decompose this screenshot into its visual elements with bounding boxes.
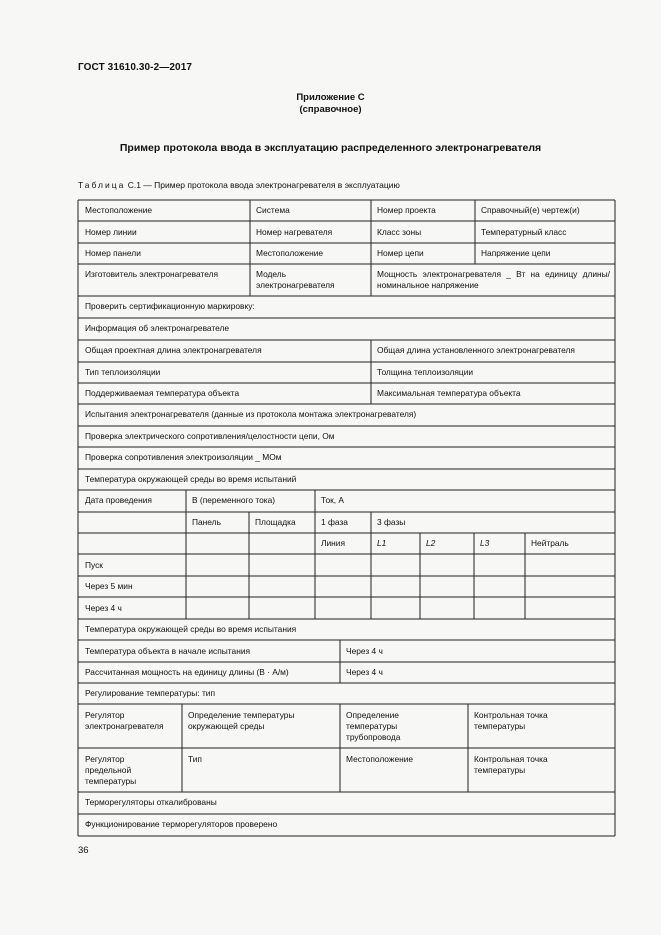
- cell-ambient-temp-test: Температура окружающей среды во время испытания: [85, 624, 297, 634]
- cell-heater-power: Мощность электронагревателя _ Вт на единицу длины/номинальное напряжение: [377, 269, 610, 290]
- document-title: Пример протокола ввода в эксплуатацию распределенного электронагревателя: [119, 142, 542, 154]
- cell-l2: L2: [426, 538, 436, 548]
- cell-line: Линия: [321, 538, 346, 548]
- cell-setpoint-2: Контрольная точка температуры: [474, 754, 548, 775]
- cell-l1: L1: [377, 538, 387, 548]
- cell-circuit-voltage: Напряжение цепи: [481, 248, 551, 258]
- table-caption-text: С.1 — Пример протокола ввода электронагревателя в эксплуатацию: [125, 180, 400, 190]
- cell-insulation-thickness: Толщина теплоизоляции: [377, 367, 474, 377]
- cell-design-length: Общая проектная длина электронагревателя: [85, 345, 262, 355]
- cell-heater-regulator: Регулятор электронагревателя: [85, 710, 164, 731]
- cell-panel: Панель: [192, 517, 221, 527]
- cell-zone-class: Класс зоны: [377, 227, 422, 237]
- cell-single-phase: 1 фаза: [321, 517, 348, 527]
- cell-maintained-temp: Поддерживаемая температура объекта: [85, 388, 240, 398]
- cell-site: Площадка: [255, 517, 296, 527]
- cell-system: Система: [256, 205, 290, 215]
- cell-panel-number: Номер панели: [85, 248, 141, 258]
- cell-power-4h: Через 4 ч: [346, 667, 383, 677]
- page-number: 36: [78, 845, 89, 856]
- cell-max-temp: Максимальная температура объекта: [377, 388, 521, 398]
- cell-object-temp-start: Температура объекта в начале испытания: [85, 646, 251, 656]
- cell-calibrated: Терморегуляторы откалиброваны: [85, 797, 217, 807]
- cell-ambient-sensing: Определение температуры окружающей среды: [188, 710, 295, 731]
- cell-three-phase: 3 фазы: [377, 517, 406, 527]
- cell-heater-manufacturer: Изготовитель электронагревателя: [85, 269, 218, 279]
- cell-pipe-sensing: Определение температуры трубопровода: [346, 710, 401, 742]
- cell-current: Ток, А: [321, 495, 345, 505]
- cell-l3: L3: [480, 538, 490, 548]
- cell-calculated-power: Рассчитанная мощность на единицу длины (В · А/м): [85, 667, 289, 677]
- cell-type: Тип: [188, 754, 202, 764]
- standard-header: ГОСТ 31610.30-2—2017: [78, 62, 193, 73]
- cell-limit-regulator: Регулятор предельной температуры: [85, 754, 137, 786]
- cell-start: Пуск: [85, 560, 103, 570]
- cell-location: Местоположение: [85, 205, 153, 215]
- cell-after-5-min: Через 5 мин: [85, 581, 133, 591]
- appendix-subtitle: (справочное): [299, 104, 362, 115]
- cell-insulation-check: Проверка сопротивления электроизоляции _ МОм: [85, 452, 282, 462]
- table-caption-prefix: Таблица: [78, 180, 126, 190]
- cell-heater-number: Номер нагревателя: [256, 227, 333, 237]
- cell-reference-drawings: Справочный(е) чертеж(и): [481, 205, 580, 215]
- cell-line-number: Номер линии: [85, 227, 137, 237]
- table-caption: [78, 180, 400, 190]
- cell-ac-volts: В (переменного тока): [192, 495, 276, 505]
- cell-location-3: Местоположение: [346, 754, 414, 764]
- cell-location-2: Местоположение: [256, 248, 324, 258]
- cell-insulation-type: Тип теплоизоляции: [85, 367, 161, 377]
- cell-function-checked: Функционирование терморегуляторов проверено: [85, 819, 278, 829]
- cell-check-certification: Проверить сертификационную маркировку:: [85, 301, 255, 311]
- cell-test-date: Дата проведения: [85, 495, 152, 505]
- cell-installed-length: Общая длина установленного электронагревателя: [377, 345, 575, 355]
- cell-setpoint-1: Контрольная точка температуры: [474, 710, 548, 731]
- cell-resistance-check: Проверка электрического сопротивления/целостности цепи, Ом: [85, 431, 335, 441]
- cell-ambient-temp-tests: Температура окружающей среды во время испытаний: [85, 474, 297, 484]
- cell-object-temp-4h: Через 4 ч: [346, 646, 383, 656]
- cell-temp-regulation: Регулирование температуры: тип: [85, 688, 215, 698]
- cell-project-number: Номер проекта: [377, 205, 436, 215]
- cell-temperature-class: Температурный класс: [481, 227, 567, 237]
- cell-circuit-number: Номер цепи: [377, 248, 424, 258]
- cell-heater-info: Информация об электронагревателе: [85, 323, 230, 333]
- cell-after-4-h: Через 4 ч: [85, 603, 122, 613]
- cell-neutral: Нейтраль: [531, 538, 569, 548]
- appendix-title: Приложение С: [296, 92, 365, 103]
- cell-heater-model: Модель электронагревателя: [256, 269, 335, 290]
- cell-heater-tests: Испытания электронагревателя (данные из протокола монтажа электронагревателя): [85, 409, 417, 419]
